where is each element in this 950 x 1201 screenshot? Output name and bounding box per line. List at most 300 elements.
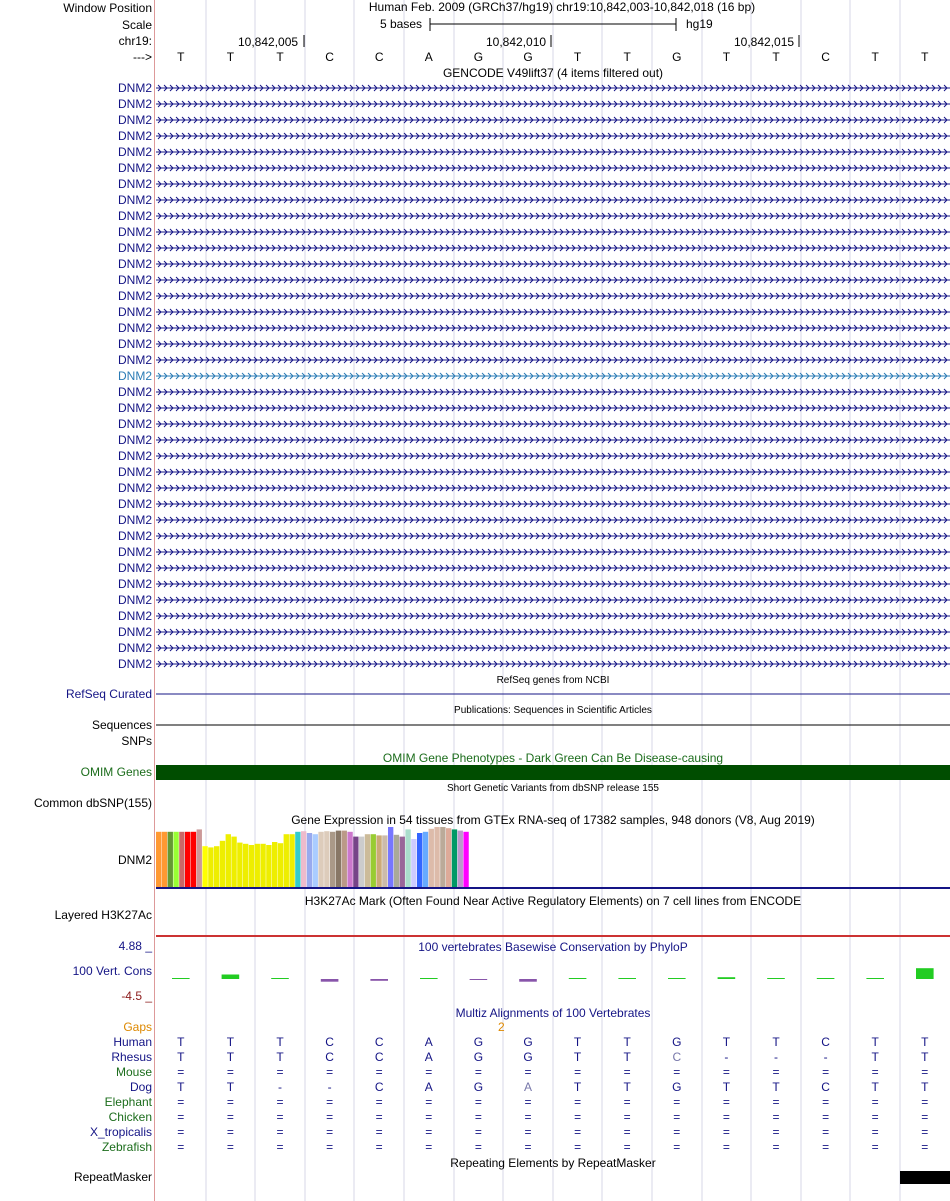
gtex-tissue-bar xyxy=(179,832,184,887)
gaps-count: 2 xyxy=(498,1020,505,1034)
alignment-base: T xyxy=(871,1035,879,1049)
alignment-base: = xyxy=(574,1110,582,1124)
gencode-transcript-label[interactable]: DNM2 xyxy=(117,321,152,335)
gtex-tissue-bar xyxy=(330,832,335,887)
alignment-base: = xyxy=(474,1140,482,1154)
reference-base: T xyxy=(276,50,284,64)
gtex-tissue-bar xyxy=(214,846,219,887)
assembly-info: Human Feb. 2009 (GRCh37/hg19) chr19:10,842,003-10,842,018 (16 bp) xyxy=(368,0,756,14)
gtex-tissue-bar xyxy=(411,839,416,887)
alignment-base: T xyxy=(921,1080,929,1094)
alignment-base: = xyxy=(276,1140,284,1154)
alignment-base: T xyxy=(871,1080,879,1094)
alignment-base: = xyxy=(623,1125,631,1139)
gtex-tissue-bar xyxy=(226,834,231,887)
alignment-base: = xyxy=(226,1110,234,1124)
gencode-transcript-label[interactable]: DNM2 xyxy=(117,145,152,159)
alignment-base: T xyxy=(226,1035,235,1049)
alignment-base: = xyxy=(574,1140,582,1154)
reference-base: C xyxy=(374,50,384,64)
alignment-base: T xyxy=(623,1050,631,1064)
alignment-base: = xyxy=(375,1065,383,1079)
window-position-label: Window Position xyxy=(63,1,152,15)
alignment-base: = xyxy=(375,1095,383,1109)
alignment-base: = xyxy=(524,1095,532,1109)
alignment-base: - xyxy=(774,1050,778,1064)
alignment-base: C xyxy=(672,1050,682,1064)
phylop-max-label: 4.88 _ xyxy=(118,939,152,953)
alignment-base: = xyxy=(921,1110,929,1124)
species-label[interactable]: Dog xyxy=(129,1080,152,1094)
alignment-base: = xyxy=(673,1095,681,1109)
alignment-base: = xyxy=(871,1110,879,1124)
alignment-base: = xyxy=(326,1065,334,1079)
species-label[interactable]: Rhesus xyxy=(111,1050,152,1064)
alignment-base: G xyxy=(473,1080,484,1094)
phylop-score-bar xyxy=(569,978,587,979)
alignment-base: = xyxy=(921,1095,929,1109)
alignment-base: G xyxy=(523,1050,533,1064)
gencode-transcript-label[interactable]: DNM2 xyxy=(117,561,152,575)
alignment-base: T xyxy=(921,1050,929,1064)
gtex-tissue-bar xyxy=(313,834,318,887)
reference-base: T xyxy=(623,50,631,64)
alignment-base: = xyxy=(871,1095,879,1109)
alignment-base: T xyxy=(623,1035,631,1049)
alignment-base: = xyxy=(375,1110,383,1124)
alignment-base: = xyxy=(326,1125,334,1139)
gencode-transcript-label[interactable]: DNM2 xyxy=(117,449,152,463)
alignment-base: C xyxy=(821,1080,830,1094)
species-label[interactable]: Elephant xyxy=(104,1095,152,1109)
alignment-base: = xyxy=(177,1140,185,1154)
alignment-base: - xyxy=(823,1050,828,1064)
alignment-base: C xyxy=(325,1035,334,1049)
alignment-base: = xyxy=(822,1125,830,1139)
gtex-tissue-bar xyxy=(394,835,399,887)
gencode-transcript-label[interactable]: DNM2 xyxy=(117,97,152,111)
reference-base: T xyxy=(177,50,185,64)
gencode-transcript-label[interactable]: DNM2 xyxy=(117,625,152,639)
species-label[interactable]: Chicken xyxy=(108,1110,152,1124)
gtex-tissue-bar xyxy=(376,835,381,887)
alignment-base: = xyxy=(673,1140,681,1154)
gtex-tissue-bar xyxy=(423,832,428,887)
species-label[interactable]: X_tropicalis xyxy=(89,1125,152,1139)
alignment-base: = xyxy=(177,1095,185,1109)
alignment-base: = xyxy=(673,1110,681,1124)
gtex-tissue-bar xyxy=(168,832,173,887)
gtex-tissue-bar xyxy=(255,844,260,887)
gtex-expression-bars xyxy=(156,827,469,887)
gencode-transcript-label[interactable]: DNM2 xyxy=(117,225,152,239)
repeatmasker-label[interactable]: RepeatMasker xyxy=(73,1170,152,1184)
alignment-base: G xyxy=(523,1035,533,1049)
alignment-base: A xyxy=(523,1080,532,1094)
alignment-base: T xyxy=(722,1080,731,1094)
alignment-base: = xyxy=(177,1125,185,1139)
repeatmasker-title: Repeating Elements by RepeatMasker xyxy=(450,1156,656,1170)
gencode-transcript-label[interactable]: DNM2 xyxy=(117,401,152,415)
alignment-base: C xyxy=(374,1080,384,1094)
alignment-base: = xyxy=(425,1065,433,1079)
alignment-base: = xyxy=(772,1110,780,1124)
alignment-base: = xyxy=(673,1065,681,1079)
alignment-base: T xyxy=(573,1050,582,1064)
alignment-base: T xyxy=(226,1050,235,1064)
gtex-tissue-bar xyxy=(220,841,225,887)
alignment-base: = xyxy=(375,1140,383,1154)
alignment-base: T xyxy=(772,1035,780,1049)
alignment-base: C xyxy=(821,1035,830,1049)
alignment-base: = xyxy=(226,1065,234,1079)
alignment-base: = xyxy=(326,1140,334,1154)
phylop-score-bar xyxy=(420,978,438,979)
phylop-score-bar xyxy=(618,978,636,979)
gtex-tissue-bar xyxy=(202,846,207,887)
gaps-label: Gaps xyxy=(123,1020,152,1034)
alignment-base: = xyxy=(425,1125,433,1139)
gtex-tissue-bar xyxy=(353,837,358,887)
alignment-base: = xyxy=(871,1065,879,1079)
alignment-base: = xyxy=(921,1125,929,1139)
gencode-transcript-label[interactable]: DNM2 xyxy=(117,369,152,383)
alignment-base: = xyxy=(822,1065,830,1079)
alignment-base: = xyxy=(921,1140,929,1154)
gtex-tissue-bar xyxy=(463,832,468,887)
reference-base: C xyxy=(821,50,830,64)
alignment-base: - xyxy=(327,1080,332,1094)
gtex-tissue-bar xyxy=(307,833,312,887)
alignment-base: C xyxy=(374,1035,384,1049)
alignment-base: = xyxy=(722,1140,730,1154)
phylop-score-bar xyxy=(767,978,785,979)
alignment-base: T xyxy=(921,1035,929,1049)
gencode-transcript-label[interactable]: DNM2 xyxy=(117,609,152,623)
alignment-base: = xyxy=(375,1125,383,1139)
alignment-base: A xyxy=(424,1050,433,1064)
alignment-base: G xyxy=(473,1050,484,1064)
gtex-tissue-bar xyxy=(301,831,306,887)
label-divider xyxy=(154,0,155,1201)
phylop-score-bar xyxy=(321,979,339,982)
alignment-base: = xyxy=(474,1065,482,1079)
multiz-title: Multiz Alignments of 100 Vertebrates xyxy=(455,1006,651,1020)
phylop-title: 100 vertebrates Basewise Conservation by PhyloP xyxy=(418,940,688,954)
alignment-base: = xyxy=(474,1125,482,1139)
gtex-tissue-bar xyxy=(197,829,202,887)
gencode-transcript-label[interactable]: DNM2 xyxy=(117,257,152,271)
alignment-base: = xyxy=(524,1125,532,1139)
alignment-base: = xyxy=(822,1110,830,1124)
alignment-base: = xyxy=(871,1125,879,1139)
alignment-base: = xyxy=(326,1110,334,1124)
reference-base: T xyxy=(573,50,582,64)
phylop-score-bar xyxy=(172,978,190,979)
chrom-label: chr19: xyxy=(118,34,152,48)
h3k27ac-label[interactable]: Layered H3K27Ac xyxy=(54,908,152,922)
gencode-transcript-label[interactable]: DNM2 xyxy=(117,545,152,559)
phylop-score-bar xyxy=(271,978,289,979)
alignment-base: T xyxy=(772,1080,780,1094)
alignment-base: T xyxy=(177,1035,185,1049)
gencode-transcript-label[interactable]: DNM2 xyxy=(117,289,152,303)
gtex-tissue-bar xyxy=(237,843,242,887)
alignment-base: T xyxy=(177,1080,185,1094)
alignment-base: = xyxy=(425,1095,433,1109)
gtex-tissue-bar xyxy=(371,834,376,887)
gtex-tissue-bar xyxy=(231,837,236,887)
gencode-transcript-label[interactable]: DNM2 xyxy=(117,209,152,223)
gencode-transcript-label[interactable]: DNM2 xyxy=(117,81,152,95)
alignment-base: - xyxy=(278,1080,282,1094)
alignment-base: T xyxy=(623,1080,631,1094)
alignment-base: = xyxy=(772,1065,780,1079)
gencode-transcript-label[interactable]: DNM2 xyxy=(117,481,152,495)
gtex-tissue-bar xyxy=(405,829,410,887)
gtex-title: Gene Expression in 54 tissues from GTEx RNA-seq of 17382 samples, 948 donors (V8, Aug 2019) xyxy=(291,813,815,827)
track-area[interactable] xyxy=(156,0,950,1201)
gtex-tissue-bar xyxy=(260,844,265,887)
reference-base: T xyxy=(226,50,235,64)
alignment-base: = xyxy=(524,1140,532,1154)
alignment-base: T xyxy=(871,1050,879,1064)
gencode-transcript-label[interactable]: DNM2 xyxy=(117,577,152,591)
gtex-tissue-bar xyxy=(429,829,434,887)
gencode-transcript-label[interactable]: DNM2 xyxy=(117,177,152,191)
gencode-transcript-label[interactable]: DNM2 xyxy=(117,337,152,351)
alignment-base: = xyxy=(623,1110,631,1124)
coordinate-ticks xyxy=(304,35,799,47)
gencode-transcript-label[interactable]: DNM2 xyxy=(117,433,152,447)
alignment-base: = xyxy=(226,1125,234,1139)
phylop-score-bar xyxy=(470,979,488,980)
coord-1: 10,842,005 xyxy=(238,35,299,49)
alignment-base: T xyxy=(573,1035,582,1049)
gencode-transcript-label[interactable]: DNM2 xyxy=(117,657,152,671)
gencode-transcript-label[interactable]: DNM2 xyxy=(117,593,152,607)
publications-title: Publications: Sequences in Scientific Articles xyxy=(454,705,652,716)
refseq-curated-label[interactable]: RefSeq Curated xyxy=(65,687,152,701)
alignment-base: = xyxy=(425,1140,433,1154)
alignment-base: = xyxy=(871,1140,879,1154)
alignment-base: G xyxy=(672,1080,682,1094)
scale-text: 5 bases xyxy=(380,17,423,31)
common-dbsnp-label[interactable]: Common dbSNP(155) xyxy=(33,796,152,810)
gtex-tissue-bar xyxy=(458,831,463,887)
alignment-base: = xyxy=(772,1125,780,1139)
alignment-base: = xyxy=(226,1095,234,1109)
gtex-tissue-bar xyxy=(173,832,178,887)
reference-base: A xyxy=(424,50,433,64)
gencode-transcript-label[interactable]: DNM2 xyxy=(117,113,152,127)
gtex-tissue-bar xyxy=(417,833,422,887)
gencode-transcript-label[interactable]: DNM2 xyxy=(117,305,152,319)
gtex-tissue-bar xyxy=(342,831,347,887)
alignment-base: = xyxy=(524,1110,532,1124)
alignment-base: = xyxy=(276,1065,284,1079)
alignment-base: = xyxy=(673,1125,681,1139)
alignment-base: = xyxy=(722,1110,730,1124)
gtex-tissue-bar xyxy=(208,847,213,887)
alignment-base: T xyxy=(226,1080,235,1094)
alignment-base: T xyxy=(177,1050,185,1064)
alignment-base: = xyxy=(226,1140,234,1154)
phylop-min-label: -4.5 _ xyxy=(121,989,152,1003)
gtex-tissue-bar xyxy=(156,832,161,887)
phylop-track-label[interactable]: 100 Vert. Cons xyxy=(72,964,152,978)
alignment-base: A xyxy=(424,1080,433,1094)
alignment-base: T xyxy=(276,1050,284,1064)
reference-base: G xyxy=(473,50,484,64)
reference-base: G xyxy=(523,50,533,64)
alignment-base: = xyxy=(722,1065,730,1079)
alignment-base: = xyxy=(276,1110,284,1124)
omim-title: OMIM Gene Phenotypes - Dark Green Can Be Disease-causing xyxy=(382,751,724,765)
alignment-base: = xyxy=(772,1095,780,1109)
gtex-tissue-bar xyxy=(336,831,341,887)
gtex-tissue-bar xyxy=(318,832,323,887)
alignment-base: = xyxy=(524,1065,532,1079)
reference-base: G xyxy=(672,50,682,64)
alignment-base: = xyxy=(623,1065,631,1079)
gtex-tissue-bar xyxy=(243,844,248,887)
gtex-tissue-bar xyxy=(272,842,277,887)
gtex-tissue-bar xyxy=(359,837,364,887)
gtex-tissue-bar xyxy=(278,843,283,887)
gencode-transcript-label[interactable]: DNM2 xyxy=(117,193,152,207)
gtex-tissue-bar xyxy=(388,827,393,887)
gtex-tissue-bar xyxy=(347,832,352,887)
alignment-base: = xyxy=(474,1095,482,1109)
gtex-tissue-bar xyxy=(249,845,254,887)
gencode-transcript-label[interactable]: DNM2 xyxy=(117,417,152,431)
alignment-base: = xyxy=(822,1095,830,1109)
gtex-tissue-bar xyxy=(440,827,445,887)
phylop-score-bar xyxy=(866,978,884,979)
gencode-transcript-label[interactable]: DNM2 xyxy=(117,385,152,399)
alignment-base: = xyxy=(574,1125,582,1139)
gtex-tissue-bar xyxy=(365,834,370,887)
sequences-label[interactable]: Sequences xyxy=(91,718,152,732)
gencode-transcript-label[interactable]: DNM2 xyxy=(117,161,152,175)
phylop-score-bar xyxy=(519,979,537,982)
gencode-title[interactable]: GENCODE V49lift37 (4 items filtered out) xyxy=(442,66,664,80)
gencode-transcript-label[interactable]: DNM2 xyxy=(117,273,152,287)
strand-label: ---> xyxy=(133,50,152,64)
gencode-transcript-label[interactable]: DNM2 xyxy=(117,465,152,479)
alignment-base: = xyxy=(177,1110,185,1124)
reference-base: T xyxy=(871,50,879,64)
alignment-base: = xyxy=(276,1125,284,1139)
omim-genes-label[interactable]: OMIM Genes xyxy=(80,765,152,779)
reference-base: C xyxy=(325,50,334,64)
species-label[interactable]: Human xyxy=(113,1035,152,1049)
coord-3: 10,842,015 xyxy=(734,35,795,49)
gencode-transcript-label[interactable]: DNM2 xyxy=(117,513,152,527)
reference-base: T xyxy=(921,50,929,64)
alignment-base: = xyxy=(623,1140,631,1154)
alignment-base: = xyxy=(822,1140,830,1154)
gtex-tissue-bar xyxy=(289,834,294,887)
phylop-score-bar xyxy=(222,975,240,980)
gtex-tissue-bar xyxy=(185,832,190,887)
gtex-tissue-bar xyxy=(266,845,271,887)
gtex-gene-label[interactable]: DNM2 xyxy=(117,853,152,867)
alignment-base: = xyxy=(722,1095,730,1109)
alignment-base: G xyxy=(473,1035,484,1049)
alignment-base: = xyxy=(921,1065,929,1079)
alignment-base: = xyxy=(722,1125,730,1139)
phylop-score-bar xyxy=(817,978,835,979)
alignment-base: T xyxy=(573,1080,582,1094)
gtex-tissue-bar xyxy=(162,832,167,887)
phylop-score-bar xyxy=(916,968,934,979)
gtex-tissue-bar xyxy=(452,829,457,887)
alignment-base: G xyxy=(672,1035,682,1049)
h3k27ac-title: H3K27Ac Mark (Often Found Near Active Regulatory Elements) on 7 cell lines from ENCODE xyxy=(304,894,802,908)
alignment-base: = xyxy=(574,1095,582,1109)
gtex-tissue-bar xyxy=(191,832,196,887)
gtex-tissue-bar xyxy=(324,831,329,887)
reference-base: T xyxy=(772,50,780,64)
species-label[interactable]: Zebrafish xyxy=(101,1140,152,1154)
alignment-base: T xyxy=(276,1035,284,1049)
phylop-score-bar xyxy=(370,979,388,981)
gtex-tissue-bar xyxy=(400,837,405,887)
phylop-score-bar xyxy=(668,978,686,979)
alignment-base: C xyxy=(374,1050,384,1064)
phylop-score-bar xyxy=(718,977,736,979)
alignment-base: A xyxy=(424,1035,433,1049)
alignment-base: = xyxy=(623,1095,631,1109)
gencode-transcript-label[interactable]: DNM2 xyxy=(117,241,152,255)
alignment-base: = xyxy=(474,1110,482,1124)
snps-label[interactable]: SNPs xyxy=(121,734,152,748)
repeatmasker-element xyxy=(900,1171,950,1184)
dbsnp-title: Short Genetic Variants from dbSNP release 155 xyxy=(447,783,659,794)
species-label[interactable]: Mouse xyxy=(115,1065,152,1079)
gtex-tissue-bar xyxy=(382,835,387,887)
gencode-transcript-label[interactable]: DNM2 xyxy=(117,529,152,543)
alignment-base: - xyxy=(724,1050,729,1064)
refseq-title: RefSeq genes from NCBI xyxy=(496,675,610,686)
alignment-base: = xyxy=(326,1095,334,1109)
gtex-tissue-bar xyxy=(295,832,300,887)
gencode-transcript-label[interactable]: DNM2 xyxy=(117,353,152,367)
reference-base: T xyxy=(722,50,731,64)
alignment-base: C xyxy=(325,1050,334,1064)
gtex-tissue-bar xyxy=(434,827,439,887)
scale-label: Scale xyxy=(121,18,152,32)
alignment-base: = xyxy=(772,1140,780,1154)
gencode-transcript-label[interactable]: DNM2 xyxy=(117,129,152,143)
alignment-base: = xyxy=(276,1095,284,1109)
scale-db: hg19 xyxy=(686,17,713,31)
gtex-tissue-bar xyxy=(284,834,289,887)
alignment-base: T xyxy=(722,1035,731,1049)
alignment-base: = xyxy=(574,1065,582,1079)
track-label-column xyxy=(0,0,154,1201)
gtex-tissue-bar xyxy=(446,828,451,887)
gencode-transcript-label[interactable]: DNM2 xyxy=(117,497,152,511)
tracks-canvas xyxy=(156,0,950,1201)
omim-gene-bar xyxy=(156,765,950,780)
gencode-transcript-label[interactable]: DNM2 xyxy=(117,641,152,655)
alignment-base: = xyxy=(425,1110,433,1124)
alignment-base: = xyxy=(177,1065,185,1079)
coord-2: 10,842,010 xyxy=(486,35,547,49)
